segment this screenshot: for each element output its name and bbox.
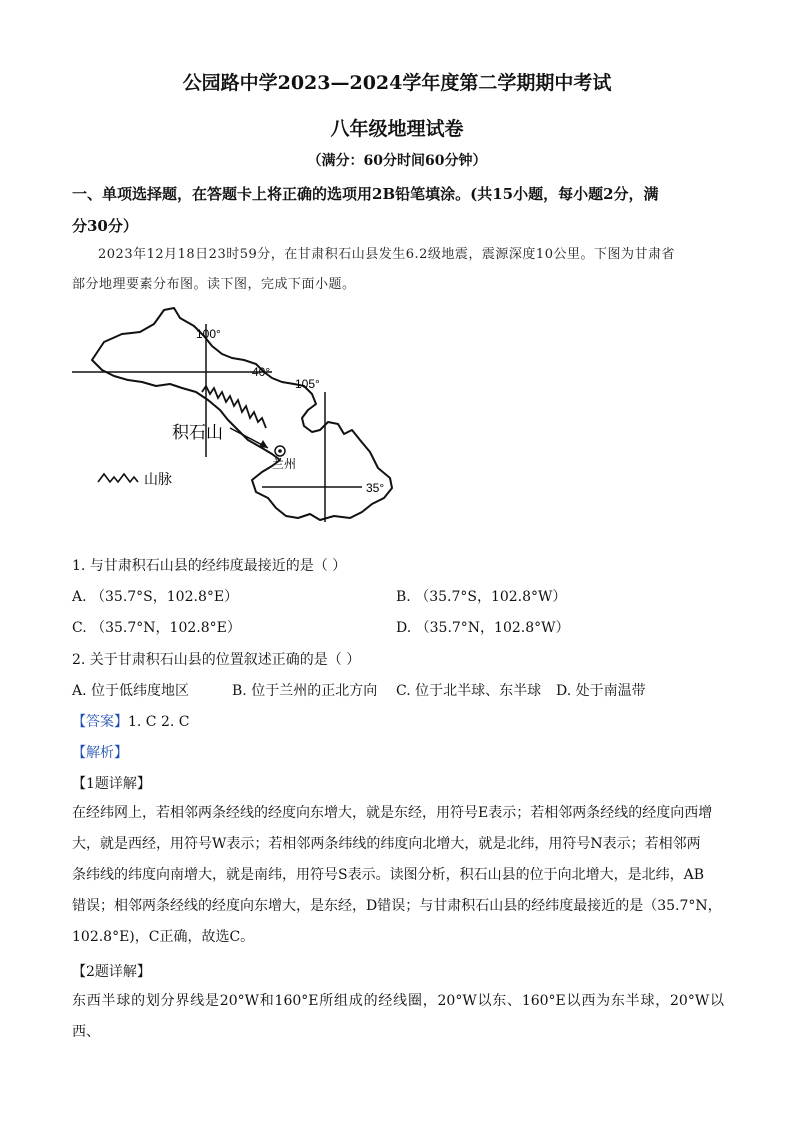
detail-1-line: 大，就是西经，用符号W表示；若相邻两条纬线的纬度向北增大，就是北纬，用符号N表示；若相邻两 (72, 836, 701, 852)
section-heading-line1: 一、单项选择题，在答题卡上将正确的选项用2B铅笔填涂。(共15小题，每小题2分，满 (72, 185, 659, 203)
label-lanzhou: 兰州 (272, 457, 297, 471)
gansu-map (72, 302, 402, 524)
mountain-legend-icon (98, 474, 138, 482)
detail-1-line: 102.8°E)，C正确，故选C。 (72, 929, 255, 945)
intro-line1: 2023年12月18日23时59分，在甘肃积石山县发生6.2级地震，震源深度10公里。下图为甘肃省 (98, 247, 675, 262)
analysis-label: 【解析】 (72, 745, 128, 761)
exam-subtitle: 八年级地理试卷 (330, 118, 464, 140)
detail-1-text (72, 798, 724, 953)
q1-option-c[interactable]: C. （35.7°N，102.8°E） (72, 620, 241, 636)
intro-paragraph (72, 240, 722, 300)
question-1-stem: 1. 与甘肃积石山县的经纬度最接近的是（ ） (72, 558, 347, 574)
label-lon-105: 105° (295, 377, 320, 391)
qilian-mountain-range (202, 386, 266, 428)
label-lat-40: 40° (252, 365, 271, 379)
answer-line (72, 712, 190, 732)
q1-option-a[interactable]: A. （35.7°S，102.8°E） (72, 589, 239, 605)
answer-value: 1. C 2. C (128, 714, 190, 730)
q2-option-b[interactable]: B. 位于兰州的正北方向 (232, 683, 378, 699)
exam-title: 公园路中学2023—2024学年度第二学期期中考试 (182, 72, 612, 94)
detail-1-line: 条纬线的纬度向南增大，就是南纬，用符号S表示。读图分析，积石山县的位于向北增大，是北纬，AB (72, 867, 704, 883)
section-heading (72, 178, 722, 242)
detail-2-text: 东西半球的划分界线是20°W和160°E所组成的经线圈，20°W以东、160°E以西为东半球，20°W以西、 (72, 993, 724, 1040)
detail-1-label: 【1题详解】 (72, 776, 151, 792)
answer-label: 【答案】 (72, 714, 128, 730)
q2-option-a[interactable]: A. 位于低纬度地区 (72, 683, 190, 699)
detail-1-line: 在经纬网上，若相邻两条经线的经度向东增大，就是东经，用符号E表示；若相邻两条经线的经度向西增 (72, 805, 713, 821)
label-lat-35: 35° (366, 481, 385, 495)
q2-option-d[interactable]: D. 处于南温带 (556, 683, 646, 699)
label-jishishan: 积石山 (172, 423, 223, 443)
q1-option-d[interactable]: D. （35.7°N，102.8°W） (396, 620, 570, 636)
gansu-outline (92, 308, 392, 520)
exam-info: （满分：60分时间60分钟） (307, 153, 487, 169)
q2-option-c[interactable]: C. 位于北半球、东半球 (396, 683, 542, 699)
question-2-stem: 2. 关于甘肃积石山县的位置叙述正确的是（ ） (72, 652, 361, 668)
intro-line2: 部分地理要素分布图。读下图，完成下面小题。 (72, 277, 356, 292)
q1-option-b[interactable]: B. （35.7°S，102.8°W） (396, 589, 567, 605)
detail-1-line: 错误；相邻两条经线的经度向东增大，是东经，D错误；与甘肃积石山县的经纬度最接近的是（35.7°N， (72, 898, 722, 914)
section-heading-line2: 分30分） (72, 217, 138, 235)
legend-mountain-label: 山脉 (144, 472, 172, 488)
detail-2-label: 【2题详解】 (72, 964, 151, 980)
lanzhou-symbol-dot (278, 449, 282, 453)
label-lon-100: 100° (196, 327, 221, 341)
